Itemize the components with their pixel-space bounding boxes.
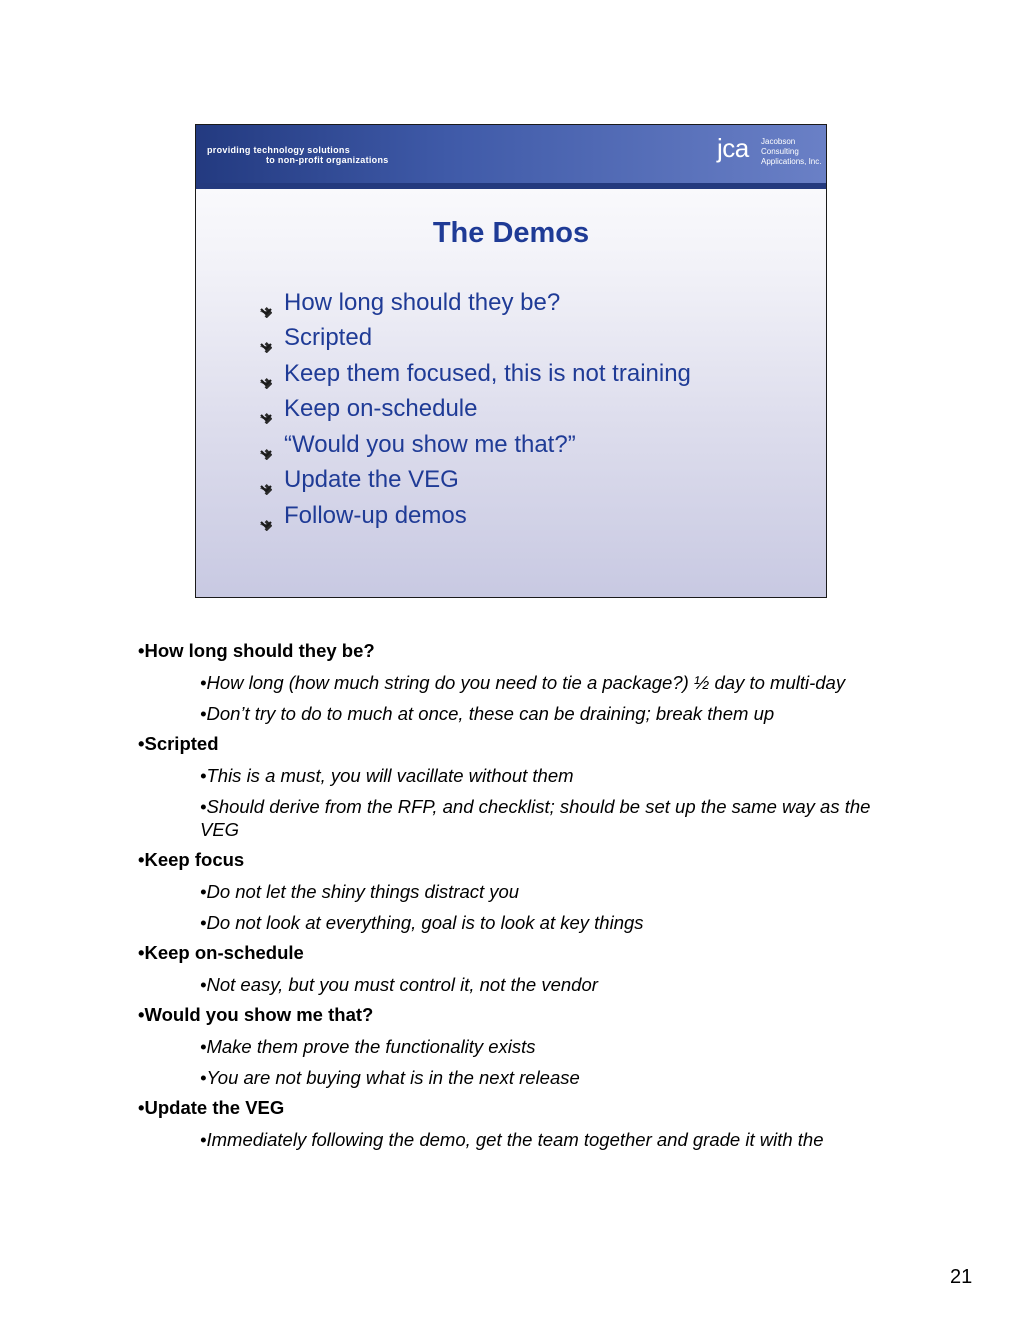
arrow-bullet-icon (260, 332, 272, 344)
note-subitem: •How long (how much string do you need to tie a package?) ½ day to multi-day (200, 672, 846, 693)
arrow-bullet-icon (260, 368, 272, 380)
note-heading: •Keep on-schedule (138, 942, 304, 963)
slide-bullet-list (260, 285, 691, 534)
arrow-bullet-icon (260, 510, 272, 522)
note-subitem: •Make them prove the functionality exists (200, 1036, 536, 1057)
slide-bullet-text: How long should they be? (284, 288, 561, 316)
note-subitem: •Don’t try to do to much at once, these can be draining; break them up (200, 703, 775, 724)
slide-title: The Demos (432, 217, 590, 249)
note-subitem: •Should derive from the RFP, and checklist; should be set up the same way as the VEG (200, 796, 871, 840)
company-name-line-1: Jacobson (761, 137, 796, 146)
slide-bullet-text: Scripted (284, 324, 373, 352)
note-subitem: •You are not buying what is in the next release (200, 1067, 580, 1088)
slide-header-banner (196, 125, 826, 189)
note-subitem: •Do not let the shiny things distract you (200, 881, 520, 902)
note-subitem: •This is a must, you will vacillate without them (200, 765, 574, 786)
company-name-line-2: Consulting (761, 147, 799, 156)
company-name (761, 137, 821, 167)
note-subitem: •Immediately following the demo, get the team together and grade it with the (200, 1129, 824, 1150)
tagline-line-2: to non-profit organizations (266, 155, 389, 165)
slide-bullet-item (260, 356, 691, 392)
slide-bullet-text: Update the VEG (284, 466, 459, 494)
tagline-line-1: providing technology solutions (207, 145, 350, 155)
note-heading: •Scripted (138, 733, 219, 754)
page-number: 21 (950, 1266, 973, 1288)
slide-bullet-text: “Would you show me that?” (284, 430, 576, 458)
jca-logo: jca (717, 133, 749, 163)
slide-bullet-item (260, 321, 691, 357)
slide-bullet-item (260, 427, 691, 463)
note-heading: •Would you show me that? (138, 1004, 374, 1025)
slide-thumbnail (195, 124, 827, 598)
slide-bullet-text: Keep on-schedule (284, 395, 478, 423)
speaker-notes (138, 640, 898, 1159)
note-heading: •Update the VEG (138, 1097, 285, 1118)
slide-bullet-item (260, 285, 691, 321)
note-heading: •Keep focus (138, 849, 245, 870)
slide-bullet-text: Follow-up demos (284, 501, 467, 529)
arrow-bullet-icon (260, 403, 272, 415)
slide-bullet-item (260, 498, 691, 534)
arrow-bullet-icon (260, 297, 272, 309)
arrow-bullet-icon (260, 439, 272, 451)
slide-bullet-item (260, 392, 691, 428)
company-name-line-3: Applications, Inc. (761, 157, 822, 166)
slide-bullet-item (260, 463, 691, 499)
note-subitem: •Do not look at everything, goal is to look at key things (200, 912, 644, 933)
arrow-bullet-icon (260, 474, 272, 486)
note-subitem: •Not easy, but you must control it, not the vendor (200, 974, 598, 995)
slide-bullet-text: Keep them focused, this is not training (284, 359, 691, 387)
note-heading: •How long should they be? (138, 640, 375, 661)
